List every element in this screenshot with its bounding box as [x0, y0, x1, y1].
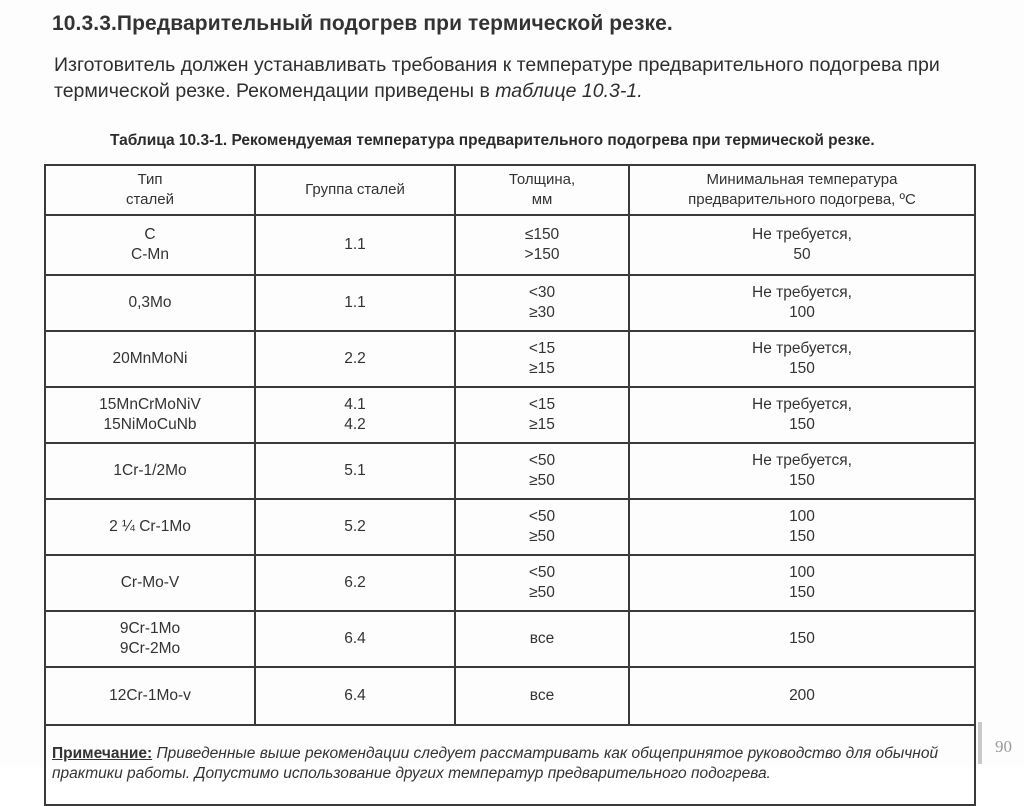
cell-line: 9Cr-2Mo: [119, 640, 181, 657]
steel-type-cell: [45, 611, 255, 667]
steel-type-cell: [45, 215, 255, 275]
cell-line: ≤150: [524, 226, 560, 243]
cell-line: 4.1: [344, 396, 366, 413]
table-row: [45, 331, 975, 387]
thickness-cell: [455, 387, 629, 443]
min-temperature-cell: [629, 331, 975, 387]
cell-line: 1.1: [344, 294, 366, 311]
steel-type-cell: [45, 331, 255, 387]
table-row: [45, 443, 975, 499]
cell-line: 150: [789, 528, 815, 545]
header-steel-type: Тип сталей: [45, 165, 255, 215]
steel-type-cell: [45, 443, 255, 499]
steel-group-cell: [255, 667, 455, 725]
cell-line: Не требуется,: [752, 284, 852, 301]
thickness-cell: [455, 443, 629, 499]
cell-line: 150: [789, 472, 815, 489]
steel-group-cell: [255, 275, 455, 331]
preheat-table: [44, 164, 976, 806]
cell-line: 6.4: [344, 687, 366, 704]
table-header-row: [45, 165, 975, 215]
cell-line: Не требуется,: [752, 452, 852, 469]
cell-line: 1.1: [344, 236, 366, 253]
cell-line: C-Mn: [131, 246, 169, 263]
cell-line: 6.2: [344, 574, 366, 591]
cell-line: все: [529, 687, 555, 704]
steel-group-cell: [255, 611, 455, 667]
cell-line: ≥30: [529, 304, 555, 321]
cell-line: 5.1: [344, 462, 366, 479]
min-temperature-cell: [629, 443, 975, 499]
cell-line: 150: [789, 416, 815, 433]
cell-line: Не требуется,: [752, 226, 852, 243]
cell-line: 100: [789, 304, 815, 321]
cell-line: 4.2: [344, 416, 366, 433]
note-row: [45, 725, 975, 805]
steel-type-cell: [45, 667, 255, 725]
cell-line: 15MnCrMoNiV: [99, 396, 201, 413]
cell-line: >150: [524, 246, 560, 263]
cell-line: 2.2: [344, 350, 366, 367]
steel-group-cell: [255, 555, 455, 611]
steel-group-cell: [255, 443, 455, 499]
min-temperature-cell: [629, 499, 975, 555]
min-temperature-cell: [629, 275, 975, 331]
cell-line: <15: [528, 396, 556, 413]
table-row: [45, 499, 975, 555]
note-text: Приведенные выше рекомендации следует рассматривать как общепринятое руководство для обычной практики работы. Допустимо использование других температур предварительного подогрева.: [52, 745, 939, 782]
page-number-divider: [978, 722, 982, 764]
table-row: [45, 555, 975, 611]
table-caption: Таблица 10.3-1. Рекомендуемая температура предварительного подогрева при термической резке.: [110, 132, 875, 149]
section-heading: 10.3.3.Предварительный подогрев при термической резке.: [52, 12, 673, 35]
cell-line: <50: [528, 564, 556, 581]
cell-line: 150: [789, 584, 815, 601]
cell-line: 1Cr-1/2Mo: [113, 462, 187, 479]
table-reference: таблице 10.3-1.: [495, 80, 643, 102]
table-row: [45, 667, 975, 725]
min-temperature-cell: [629, 611, 975, 667]
thickness-cell: [455, 555, 629, 611]
thickness-cell: [455, 275, 629, 331]
cell-line: 150: [789, 360, 815, 377]
cell-line: 200: [789, 687, 815, 704]
cell-line: Не требуется,: [752, 340, 852, 357]
cell-line: <50: [528, 508, 556, 525]
steel-type-cell: [45, 555, 255, 611]
cell-line: ≥15: [529, 360, 555, 377]
cell-line: C: [144, 226, 156, 243]
cell-line: <50: [528, 452, 556, 469]
min-temperature-cell: [629, 667, 975, 725]
table-row: [45, 611, 975, 667]
cell-line: Cr-Mo-V: [120, 574, 180, 591]
thickness-cell: [455, 331, 629, 387]
min-temperature-cell: [629, 387, 975, 443]
thickness-cell: [455, 215, 629, 275]
table-row: [45, 215, 975, 275]
cell-line: 50: [793, 246, 811, 263]
cell-line: 100: [789, 564, 815, 581]
cell-line: 5.2: [344, 518, 366, 535]
min-temperature-cell: [629, 215, 975, 275]
header-steel-group: Группа сталей: [255, 165, 455, 215]
min-temperature-cell: [629, 555, 975, 611]
header-min-temperature: Минимальная температура предварительного подогрева, ºС: [629, 165, 975, 215]
cell-line: <15: [528, 340, 556, 357]
cell-line: 0,3Mo: [128, 294, 172, 311]
thickness-cell: [455, 611, 629, 667]
steel-type-cell: [45, 387, 255, 443]
steel-type-cell: [45, 499, 255, 555]
cell-line: <30: [528, 284, 556, 301]
page-number: 90: [995, 737, 1012, 756]
cell-line: Не требуется,: [752, 396, 852, 413]
intro-paragraph: [54, 52, 974, 104]
thickness-cell: [455, 499, 629, 555]
cell-line: 6.4: [344, 630, 366, 647]
steel-type-cell: [45, 275, 255, 331]
cell-line: 2 ¼ Cr-1Mo: [109, 518, 191, 535]
steel-group-cell: [255, 215, 455, 275]
steel-group-cell: [255, 499, 455, 555]
cell-line: все: [529, 630, 555, 647]
intro-text: Изготовитель должен устанавливать требования к температуре предварительного подогрева при термической резке. Рекомендации приведены в: [54, 54, 940, 102]
cell-line: 100: [789, 508, 815, 525]
header-thickness: Толщина, мм: [455, 165, 629, 215]
cell-line: ≥50: [529, 584, 555, 601]
cell-line: 15NiMoCuNb: [103, 416, 197, 433]
steel-group-cell: [255, 387, 455, 443]
cell-line: 150: [789, 630, 815, 647]
note-label: Примечание:: [52, 745, 153, 762]
steel-group-cell: [255, 331, 455, 387]
cell-line: 20MnMoNi: [112, 350, 188, 367]
cell-line: ≥50: [529, 528, 555, 545]
cell-line: 9Cr-1Mo: [119, 620, 181, 637]
table-body: [45, 215, 975, 725]
cell-line: 12Cr-1Mo-v: [109, 687, 191, 704]
thickness-cell: [455, 667, 629, 725]
cell-line: ≥15: [529, 416, 555, 433]
table-row: [45, 275, 975, 331]
note-cell: [45, 725, 975, 805]
cell-line: ≥50: [529, 472, 555, 489]
table-row: [45, 387, 975, 443]
